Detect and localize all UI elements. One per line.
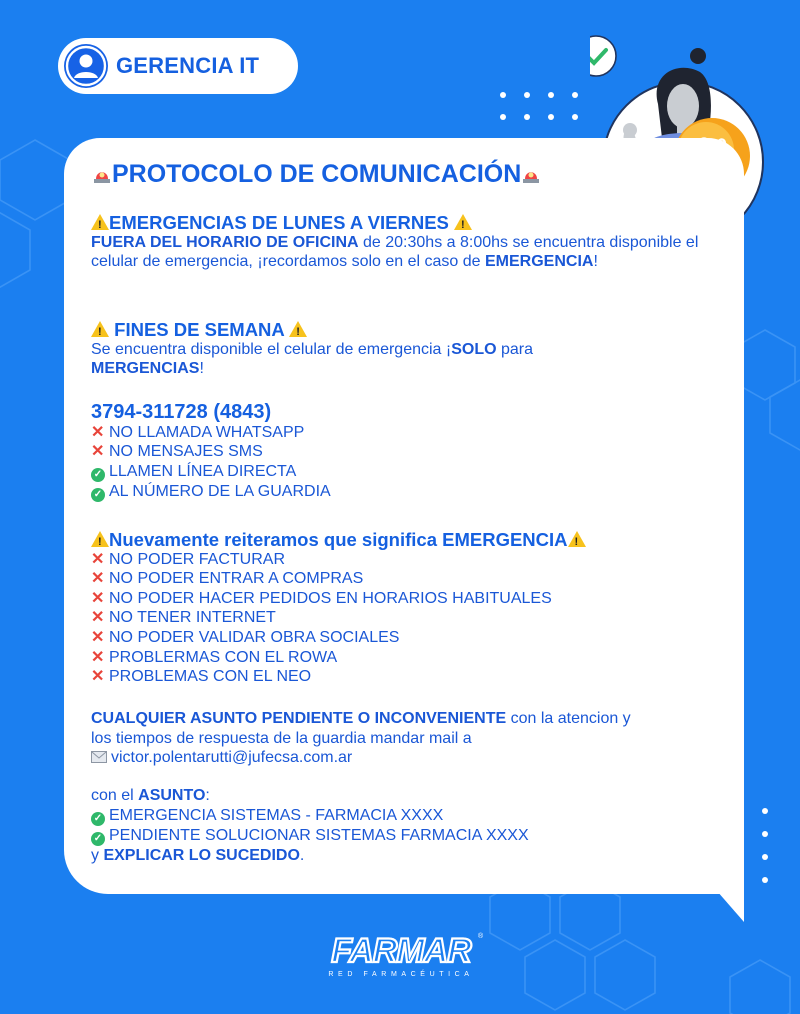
emergency-heading: !Nuevamente reiteramos que significa EMERGENCIA!: [91, 530, 701, 550]
check-icon: ✓: [91, 832, 105, 846]
email-address[interactable]: victor.polentarutti@jufecsa.com.ar: [111, 749, 353, 767]
weekdays-heading: !EMERGENCIAS DE LUNES A VIERNES !: [91, 213, 701, 233]
weekend-text: Se encuentra disponible el celular de emergencia ¡SOLO para MERGENCIAS!: [91, 340, 534, 378]
warning-icon: [91, 531, 109, 547]
check-bubble-icon: [590, 36, 616, 76]
contact-section: [91, 403, 701, 502]
list-item: ✕ NO LLAMADA WHATSAPP: [91, 423, 305, 441]
warning-icon: [91, 214, 109, 230]
weekend-heading: ! FINES DE SEMANA !: [91, 320, 701, 340]
emergency-phone: 3794-311728 (4843): [91, 401, 272, 423]
subject-intro: con el ASUNTO:: [91, 787, 210, 804]
list-item: ✕ NO TENER INTERNET: [91, 609, 276, 627]
department-badge: [58, 38, 298, 94]
list-item: ✕ NO PODER HACER PEDIDOS EN HORARIOS HABITUALES: [91, 589, 552, 607]
weekdays-text: FUERA DEL HORARIO DE OFICINA de 20:30hs a 8:00hs se encuentra disponible el celular de emergencia, ¡recordamos solo en el caso de EMERGENCIA!: [91, 233, 699, 271]
page-title-text: PROTOCOLO DE COMUNICACIÓN: [112, 160, 522, 188]
list-item: ✕ NO PODER VALIDAR OBRA SOCIALES: [91, 628, 400, 646]
warning-icon: [568, 531, 586, 547]
warning-icon: [91, 321, 109, 337]
svg-text:®: ®: [478, 933, 484, 940]
list-item: ✓ EMERGENCIA SISTEMAS - FARMACIA XXXX: [91, 806, 701, 826]
list-item: ✕ NO MENSAJES SMS: [91, 443, 263, 461]
svg-text:FARMAR: FARMAR: [331, 932, 471, 970]
cross-icon: ✕: [91, 550, 105, 568]
cross-icon: ✕: [91, 423, 105, 441]
emergency-section: [91, 530, 701, 687]
warning-icon: [454, 214, 472, 230]
user-icon: [64, 44, 108, 88]
list-item: ✓ AL NÚMERO DE LA GUARDIA: [91, 482, 701, 502]
cross-icon: ✕: [91, 668, 105, 686]
list-item: ✓ LLAMEN LÍNEA DIRECTA: [91, 462, 701, 482]
siren-icon: [92, 164, 112, 184]
list-item: ✓ PENDIENTE SOLUCIONAR SISTEMAS FARMACIA XXXX: [91, 826, 701, 846]
page-title: [92, 160, 541, 189]
cross-icon: ✕: [91, 628, 105, 646]
cross-icon: ✕: [91, 609, 105, 627]
list-item: ✕ PROBLEMAS CON EL NEO: [91, 668, 312, 686]
cross-icon: ✕: [91, 443, 105, 461]
list-item: ✕ PROBLERMAS CON EL ROWA: [91, 648, 338, 666]
subject-section: [91, 786, 701, 865]
list-item: ✕ NO PODER ENTRAR A COMPRAS: [91, 570, 364, 588]
pending-text: CUALQUIER ASUNTO PENDIENTE O INCONVENIENTE con la atencion y los tiempos de respuesta de la guardia mandar mail a: [91, 710, 631, 747]
speech-bubble-tail: [690, 860, 746, 922]
weekend-section: [91, 320, 701, 379]
siren-icon: [521, 164, 541, 184]
check-icon: ✓: [91, 812, 105, 826]
check-icon: ✓: [91, 488, 105, 502]
email-icon: [91, 751, 107, 763]
check-icon: ✓: [91, 468, 105, 482]
cross-icon: ✕: [91, 570, 105, 588]
cross-icon: ✕: [91, 589, 105, 607]
svg-text:RED FARMACÉUTICA: RED FARMACÉUTICA: [328, 971, 474, 978]
badge-label: GERENCIA IT: [116, 53, 260, 78]
warning-icon: [289, 321, 307, 337]
cross-icon: ✕: [91, 648, 105, 666]
farmar-logo: [318, 930, 484, 980]
pending-section: [91, 709, 651, 768]
list-item: ✕ NO PODER FACTURAR: [91, 550, 286, 568]
subject-closing: y EXPLICAR LO SUCEDIDO.: [91, 846, 305, 864]
email-line: [91, 748, 651, 768]
weekdays-section: [91, 213, 701, 272]
